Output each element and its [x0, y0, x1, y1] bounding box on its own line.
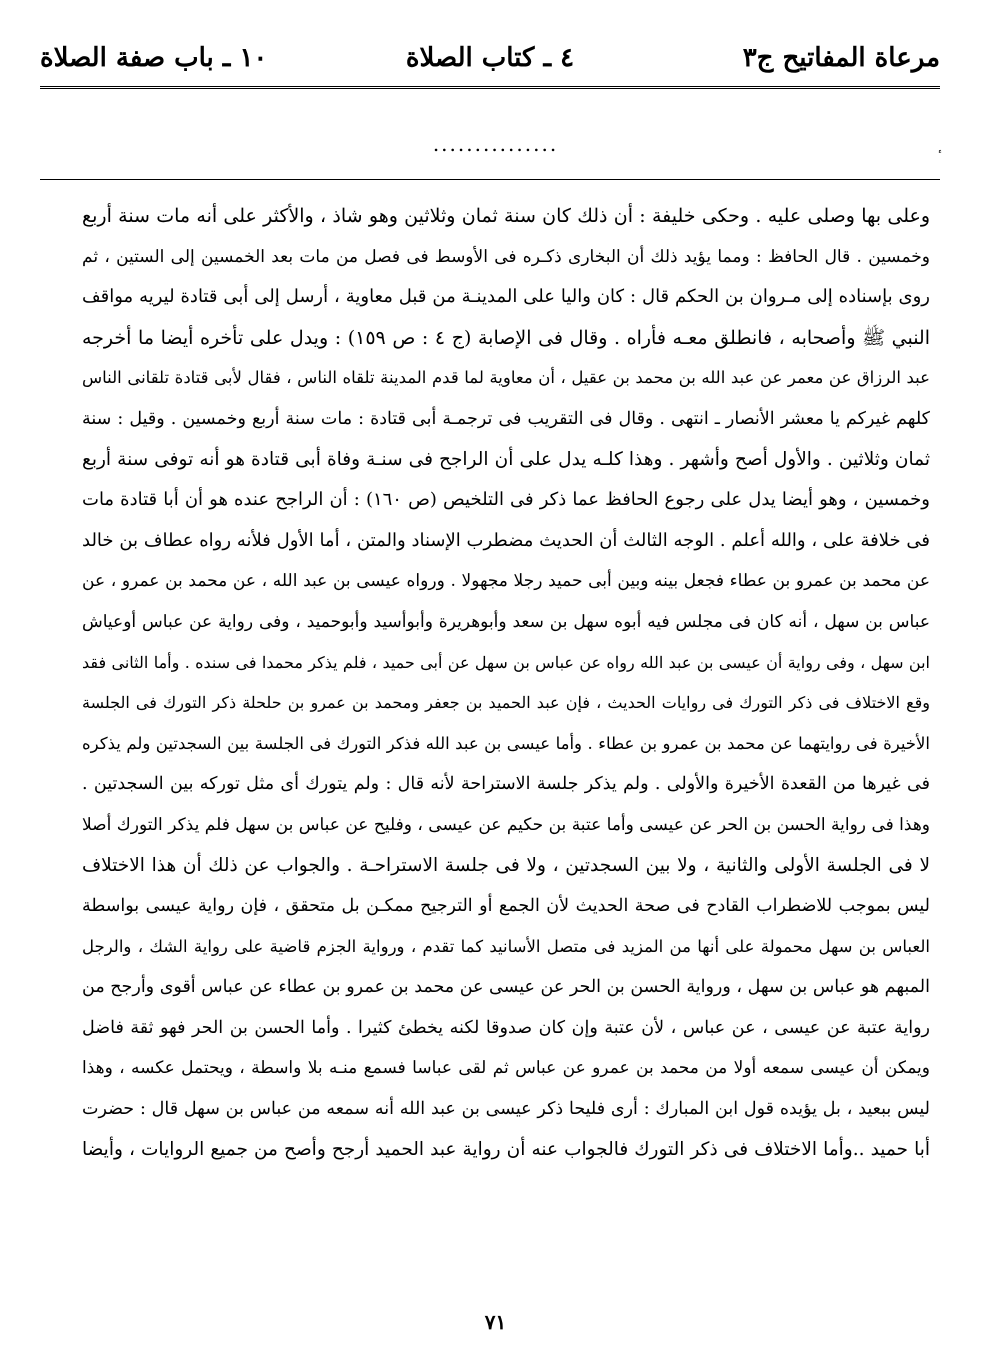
text-line: ثمان وثلاثين . والأول أصح وأشهر . وهذا كلـه يدل على أن الراجح فى سنـة وفاة أبى قتادة هو أنه توفى سنة أربع: [82, 448, 930, 470]
text-line: وخمسين . قال الحافظ : ومما يؤيد ذلك أن البخارى ذكـره فى الأوسط فى فصل من مات بعد الخمسين إلى الستين ، ثم: [82, 246, 930, 267]
text-line: المبهم هو عباس بن سهل ، ورواية الحسن بن الحر عن عيسى عن محمد بن عمرو بن عطاء عن عباس أقوى وأرجح من: [82, 977, 930, 998]
margin-mark: ٴ: [938, 150, 943, 166]
text-line: عبد الرزاق عن معمر عن عبد الله بن محمد بن عقيل ، أن معاوية لما قدم المدينة تلقاه الناس ، فقال لأبى قتادة تلقانى الناس: [82, 368, 930, 388]
text-line: عباس بن سهل ، أنه كان فى مجلس فيه أبوه سهل بن سعد وأبوهريرة وأبوأسيد وأبوحميد ، وفى رواية عن عباس أوعياش: [82, 611, 930, 632]
separator-dots: ...............: [432, 132, 559, 156]
text-line: ويمكن أن عيسى سمعه أولا من محمد بن عمرو عن عباس ثم لقى عباسا فسمع منـه بلا واسطة ، ويحتمل عكسه ، وهذا: [82, 1058, 930, 1079]
text-line: النبي ﷺ وأصحابه ، فانطلق معـه فأراه . وقال فى الإصابة (ج ٤ : ص ١٥٩) : ويدل على تأخره أيضا ما أخرجه: [82, 326, 930, 349]
text-line: عن محمد بن عمرو بن عطاء فجعل بينه وبين أبى حميد رجلا مجهولا . ورواه عيسى بن عبد الله ، عن محمد بن عمرو ، عن: [82, 571, 930, 592]
body-text: [82, 196, 930, 1170]
header-book-title: مرعاة المفاتيح ج٣: [742, 43, 940, 73]
text-line: روى بإسناده إلى مـروان بن الحكم قال : كان واليا على المدينـة من قبل معاوية ، أرسل إلى أبى قتادة ليريه مواقف: [82, 286, 930, 308]
text-line: وخمسين ، وهو أيضا يدل على رجوع الحافظ عما ذكر فى التلخيص (ص ١٦٠) : أن الراجح عنده هو أن أبا قتادة مات: [82, 489, 930, 511]
text-line: كلهم غيركم يا معشر الأنصار ـ انتهى . وقال فى التقريب فى ترجمـة أبى قتادة : مات سنة أربع وخمسين . وقيل : سنة: [82, 408, 930, 429]
header-chapter: ٤ ـ كتاب الصلاة: [405, 43, 575, 73]
running-header: [40, 38, 940, 90]
text-line: العباس بن سهل محمولة على أنها من المزيد فى متصل الأسانيد كما تقدم ، ورواية الجزم قاضية على رواية الشك ، والرجل: [82, 936, 930, 956]
page-number: ٧١: [484, 1310, 507, 1334]
text-line: ابن سهل ، وفى رواية أن عيسى بن عبد الله رواه عن عباس بن سهل عن أبى حميد ، فلم يذكر محمدا فى سنده . وأما الثانى فقد: [82, 652, 930, 672]
text-line: أبا حميد ..وأما الاختلاف فى ذكر التورك فالجواب عنه أن رواية عبد الحميد أرجح وأصح من جميع الروايات ، وأيضا: [82, 1138, 930, 1160]
header-section: ١٠ ـ باب صفة الصلاة: [40, 43, 268, 73]
text-line: رواية عتبة عن عيسى ، عن عباس ، لأن عتبة وإن كان صدوقا لكنه يخطئ كثيرا . وأما الحسن بن الحر فهو ثقة فاضل: [82, 1017, 930, 1038]
text-line: فى خلافة على ، والله أعلم . الوجه الثالث أن الحديث مضطرب الإسناد والمتن ، أما الأول فلأنه رواه عطاف بن خالد: [82, 529, 930, 551]
text-top-rule: [40, 179, 940, 180]
text-line: وقع الاختلاف فى ذكر التورك فى روايات الحديث ، فإن عبد الحميد بن جعفر ومحمد بن عمرو بن حلحلة ذكر التورك فى الجلسة: [82, 693, 930, 713]
text-line: لا فى الجلسة الأولى والثانية ، ولا بين السجدتين ، ولا فى جلسة الاستراحـة . والجواب عن ذلك أن هذا الاختلاف: [82, 854, 930, 876]
text-line: وعلى بها وصلى عليه . وحكى خليفة : أن ذلك كان سنة ثمان وثلاثين وهو شاذ ، والأكثر على أنه مات سنة أربع: [82, 205, 930, 227]
text-line: ليس ببعيد ، بل يؤيده قول ابن المبارك : أرى فليحا ذكر عيسى بن عبد الله أنه سمعه من عباس بن سهل قال : حضرت: [82, 1099, 930, 1120]
header-rule: [40, 86, 940, 89]
text-line: وهذا فى رواية الحسن بن الحر عن عيسى وأما عتبة بن حكيم عن عيسى ، وفليح عن عباس بن سهل فلم يذكر التورك أصلا: [82, 814, 930, 835]
text-line: الأخيرة فى روايتهما عن محمد بن عمرو بن عطاء . وأما عيسى بن عبد الله فذكر التورك فى الجلسة بين السجدتين ولم يذكره: [82, 733, 930, 753]
text-line: فى غيرها من القعدة الأخيرة والأولى . ولم يذكر جلسة الاستراحة لأنه قال : ولم يتورك أى مثل توركه بين السجدتين .: [82, 774, 930, 795]
text-line: ليس بموجب للاضطراب القادح فى صحة الحديث لأن الجمع أو الترجيح ممكـن بل متحقق ، فإن رواية عيسى بواسطة: [82, 896, 930, 917]
